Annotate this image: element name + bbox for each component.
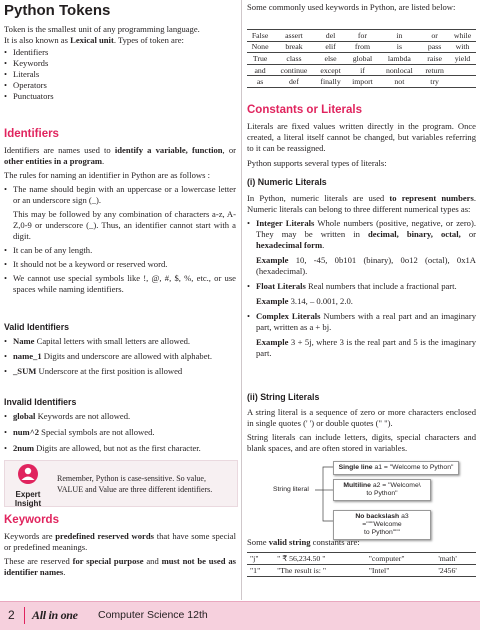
table-cell: nonlocal <box>379 64 421 76</box>
table-cell: while <box>449 30 476 42</box>
table-cell: raise <box>420 53 449 65</box>
page-footer <box>0 601 480 630</box>
rule-item: • We cannot use special symbols like !, @, #, $, %, etc., or use spaces while naming identifiers. <box>4 273 236 295</box>
table-cell: "The result is: " <box>274 565 366 577</box>
single-line-example: Single line a1 = "Welcome to Python" <box>333 461 459 475</box>
integer-literals-item: • Integer Literals Whole numbers (positive, negative, or zero). They may be written in decimal, binary, octal, or hexadecimal form. <box>247 218 476 251</box>
table-cell: and <box>247 64 273 76</box>
table-cell: pass <box>420 41 449 53</box>
table-cell: is <box>379 41 421 53</box>
table-cell: False <box>247 30 273 42</box>
table-row <box>247 76 476 88</box>
string-literals-heading: (ii) String Literals <box>247 392 320 402</box>
table-cell: try <box>420 76 449 88</box>
literal-types-intro: Python supports several types of literals: <box>247 158 387 168</box>
table-cell: from <box>346 41 378 53</box>
string-literals-contents: String literals can include letters, digits, special characters and blank spaces, and are often stored in variables. <box>247 432 476 453</box>
invalid-identifier-item: • global Keywords are not allowed. <box>4 411 236 422</box>
intro-line2: It is also known as Lexical unit. Types of token are: <box>4 35 184 45</box>
table-cell: " ₹ 56,234.50 " <box>274 553 366 565</box>
diagram-root-label: String literal <box>273 486 309 493</box>
constants-heading: Constants or Literals <box>247 104 363 116</box>
table-cell: assert <box>273 30 315 42</box>
table-cell: else <box>315 53 347 65</box>
keywords-table <box>247 29 476 88</box>
table-cell: '2456' <box>435 565 476 577</box>
rule-item: • It can be of any length. <box>4 245 236 256</box>
table-cell: in <box>379 30 421 42</box>
invalid-identifier-item: • num^2 Special symbols are not allowed. <box>4 427 236 438</box>
page-title: Python Tokens <box>4 2 111 19</box>
table-cell: finally <box>315 76 347 88</box>
table-cell: lambda <box>379 53 421 65</box>
table-cell: with <box>449 41 476 53</box>
table-cell: yield <box>449 53 476 65</box>
table-row <box>247 565 476 577</box>
integer-example: Example 10, -45, 0b101 (binary), 0o12 (octal), 0x1A (hexadecimal). <box>256 255 476 276</box>
table-cell: del <box>315 30 347 42</box>
invalid-identifiers-heading: Invalid Identifiers <box>4 397 77 407</box>
keywords-heading: Keywords <box>4 514 59 526</box>
rule-sub-item: This may be followed by any combination of characters a-z, A-Z,0-9 or underscore (_). Thus, an identifier cannot start with a digit. <box>13 209 236 241</box>
table-cell: True <box>247 53 273 65</box>
expert-insight-box <box>4 460 238 507</box>
table-cell: return <box>420 64 449 76</box>
table-row <box>247 553 476 565</box>
table-row <box>247 30 476 42</box>
book-title: Computer Science 12th <box>98 609 208 621</box>
table-row <box>247 41 476 53</box>
column-divider <box>241 0 242 600</box>
table-cell: or <box>420 30 449 42</box>
keywords-definition: Keywords are predefined reserved words that have some special or predefined meanings. <box>4 531 236 552</box>
numeric-literals-definition: In Python, numeric literals are used to represent numbers. Numeric literals can belong to three different numerical types as: <box>247 193 476 214</box>
page-number: 2 <box>8 608 15 622</box>
table-cell: continue <box>273 64 315 76</box>
table-cell: "j" <box>247 553 274 565</box>
table-cell: "Intel" <box>366 565 436 577</box>
table-cell: if <box>346 64 378 76</box>
table-cell <box>449 76 476 88</box>
no-backslash-example: No backslash a3 ="""Welcome to Python""" <box>333 510 431 540</box>
identifiers-heading: Identifiers <box>4 128 59 140</box>
table-cell: import <box>346 76 378 88</box>
table-cell: break <box>273 41 315 53</box>
table-cell <box>449 64 476 76</box>
complex-literals-item: • Complex Literals Numbers with a real part and an imaginary part, written as a + bj. <box>247 311 476 333</box>
multiline-example: Multiline a2 = "Welcome\ to Python" <box>333 479 431 501</box>
table-row <box>247 53 476 65</box>
table-cell: as <box>247 76 273 88</box>
complex-example: Example 3 + 5j, where 3 is the real part and 5 is the imaginary part. <box>256 337 476 358</box>
footer-separator <box>24 607 25 624</box>
constants-definition: Literals are fixed values written directly in the program. Once created, a literal itself cannot be changed, but variables referring to it can be reassigned. <box>247 121 476 153</box>
table-row <box>247 64 476 76</box>
table-cell: elif <box>315 41 347 53</box>
rule-item: • It should not be a keyword or reserved word. <box>4 259 236 270</box>
table-cell: except <box>315 64 347 76</box>
table-cell: class <box>273 53 315 65</box>
float-example: Example 3.14, – 0.001, 2.0. <box>256 296 353 306</box>
valid-identifier-item: • Name Capital letters with small letters are allowed. <box>4 336 236 347</box>
table-cell: None <box>247 41 273 53</box>
list-item: • Identifiers <box>4 47 236 58</box>
token-types-list <box>4 47 236 102</box>
valid-identifier-item: • _SUM Underscore at the first position is allowed <box>4 366 236 377</box>
keywords-reserved: These are reserved for special purpose and must not be used as identifier names. <box>4 556 236 577</box>
float-literals-item: • Float Literals Real numbers that include a fractional part. <box>247 281 476 292</box>
rules-intro: The rules for naming an identifier in Python are as follows : <box>4 170 210 180</box>
expert-insight-icon: Expert Insight <box>8 463 48 503</box>
valid-identifier-item: • name_1 Digits and underscore are allowed with alphabet. <box>4 351 236 362</box>
string-literals-definition: A string literal is a sequence of zero or more characters enclosed in single quotes (' ') or double quotes (" "). <box>247 407 476 428</box>
table-cell: global <box>346 53 378 65</box>
string-literal-diagram <box>247 458 476 534</box>
list-item: • Literals <box>4 69 236 80</box>
list-item: • Operators <box>4 80 236 91</box>
table-cell: "computer" <box>366 553 436 565</box>
intro-line1: Token is the smallest unit of any programming language. <box>4 24 200 34</box>
table-cell: not <box>379 76 421 88</box>
rule-item: • The name should begin with an uppercase or a lowercase letter or an underscore sign (_). <box>4 184 236 206</box>
table-cell: for <box>346 30 378 42</box>
list-item: • Keywords <box>4 58 236 69</box>
valid-identifiers-heading: Valid Identifiers <box>4 322 70 332</box>
numeric-literals-heading: (i) Numeric Literals <box>247 177 327 187</box>
list-item: • Punctuators <box>4 91 236 102</box>
keywords-table-intro: Some commonly used keywords in Python, are listed below: <box>247 2 456 12</box>
identifiers-definition: Identifiers are names used to identify a variable, function, or other entities in a program. <box>4 145 236 166</box>
string-constants-table <box>247 552 476 577</box>
table-cell: def <box>273 76 315 88</box>
expert-insight-text: Remember, Python is case-sensitive. So value, VALUE and Value are three different identifiers. <box>57 474 213 494</box>
table-cell: "1" <box>247 565 274 577</box>
table-cell: 'math' <box>435 553 476 565</box>
brand-logo: All in one <box>32 608 78 622</box>
invalid-identifier-item: • 2num Digits are allowed, but not as the first character. <box>4 443 236 454</box>
valid-string-intro: Some valid string constants are: <box>247 537 360 547</box>
